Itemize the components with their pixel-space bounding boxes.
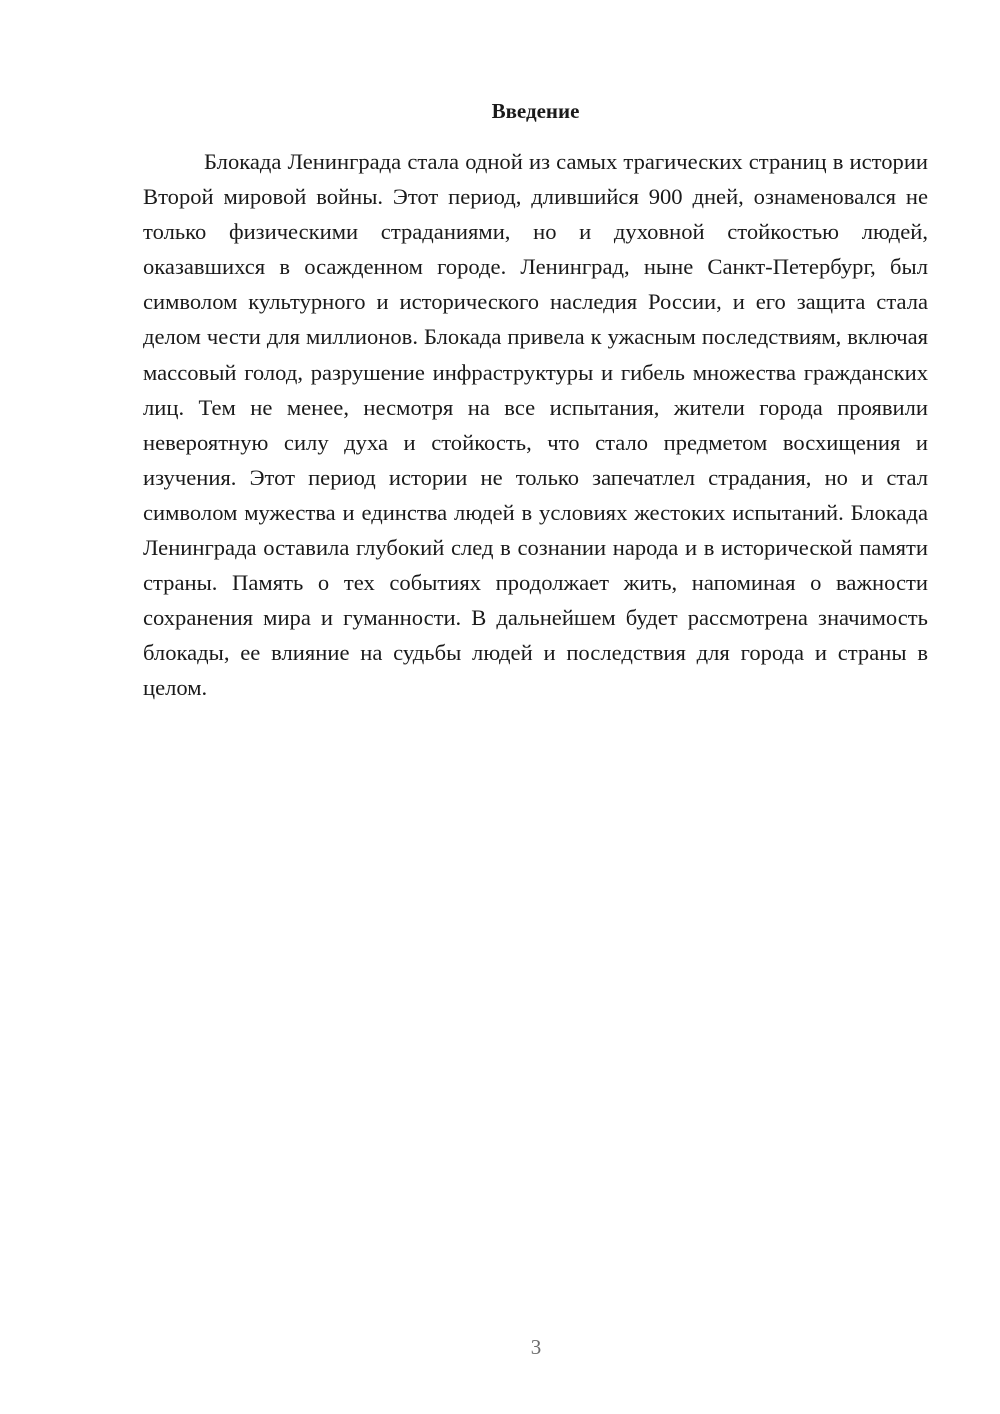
- section-heading: Введение: [491, 99, 580, 123]
- page-number: 3: [530, 1335, 542, 1359]
- introduction-paragraph: Блокада Ленинграда стала одной из самых трагических страниц в истории Второй мировой войны. Этот период, длившийся 900 дней, ознаменовался не только физическими страданиями, но и духовной стойкостью людей, оказавшихся в осажденном городе. Ленинград, ныне Санкт-Петербург, был символом культурного и исторического наследия России, и его защита стала делом чести для миллионов. Блокада привела к ужасным последствиям, включая массовый голод, разрушение инфраструктуры и гибель множества гражданских лиц. Тем не менее, несмотря на все испытания, жители города проявили невероятную силу духа и стойкость, что стало предметом восхищения и изучения. Этот период истории не только запечатлел страдания, но и стал символом мужества и единства людей в условиях жестоких испытаний. Блокада Ленинграда оставила глубокий след в сознании народа и в исторической памяти страны. Память о тех событиях продолжает жить, напоминая о важности сохранения мира и гуманности. В дальнейшем будет рассмотрена значимость блокады, ее влияние на судьбы людей и последствия для города и страны в целом.: [143, 149, 928, 701]
